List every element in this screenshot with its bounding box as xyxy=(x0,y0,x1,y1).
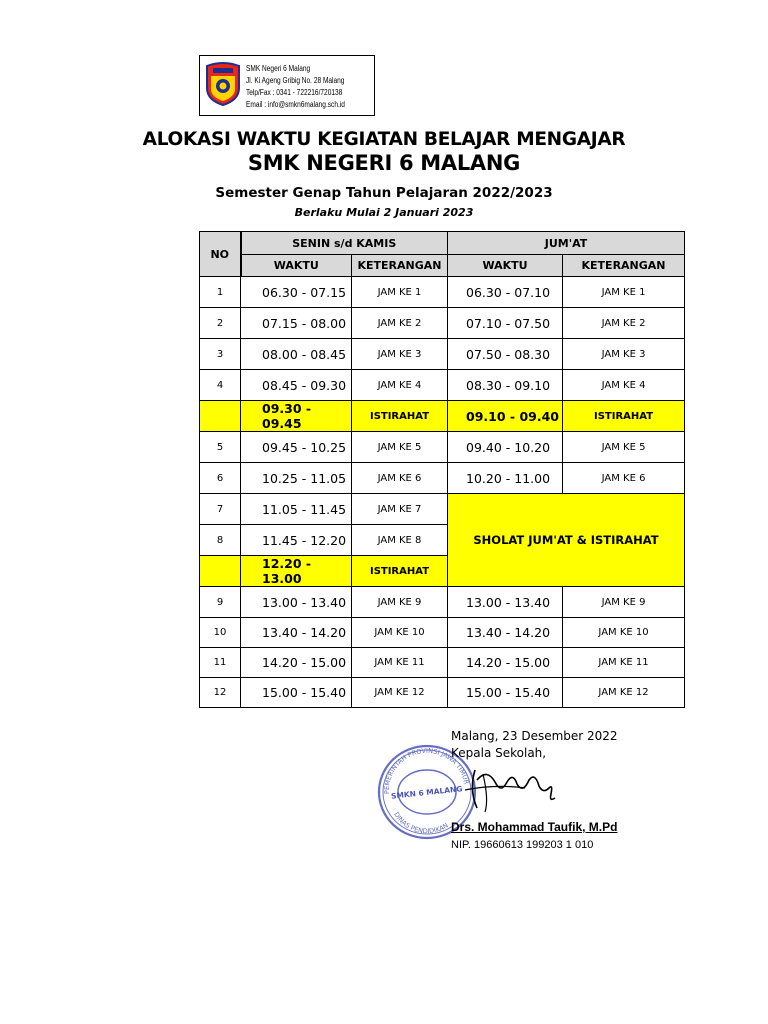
keterangan-fri: JAM KE 2 xyxy=(563,308,685,339)
row-no: 6 xyxy=(200,463,241,494)
waktu-mon-thu: 10.25 - 11.05 xyxy=(241,463,352,494)
waktu-fri: 10.20 - 11.00 xyxy=(448,463,563,494)
keterangan-fri: JAM KE 1 xyxy=(563,277,685,308)
school-title: SMK NEGERI 6 MALANG xyxy=(247,151,521,175)
table-row xyxy=(200,648,685,678)
keterangan-mon-thu: JAM KE 4 xyxy=(352,370,448,401)
row-no: 3 xyxy=(200,339,241,370)
school-logo-icon xyxy=(205,62,241,106)
keterangan-fri: JAM KE 11 xyxy=(563,648,685,678)
row-no: 10 xyxy=(200,618,241,648)
waktu-mon-thu: 07.15 - 08.00 xyxy=(241,308,352,339)
waktu-fri: 13.40 - 14.20 xyxy=(448,618,563,648)
row-no: 1 xyxy=(200,277,241,308)
keterangan-fri: JAM KE 4 xyxy=(563,370,685,401)
letterhead-box xyxy=(199,55,375,116)
row-no: 12 xyxy=(200,678,241,708)
row-no xyxy=(200,401,241,432)
table-row xyxy=(200,678,685,708)
header-keterangan-b: KETERANGAN xyxy=(563,255,685,277)
keterangan-mon-thu: JAM KE 10 xyxy=(352,618,448,648)
keterangan-mon-thu: JAM KE 2 xyxy=(352,308,448,339)
waktu-fri: 07.50 - 08.30 xyxy=(448,339,563,370)
keterangan-fri: JAM KE 10 xyxy=(563,618,685,648)
keterangan-mon-thu: JAM KE 3 xyxy=(352,339,448,370)
table-row xyxy=(200,277,685,308)
header-keterangan-a: KETERANGAN xyxy=(352,255,448,277)
header-senin-kamis: SENIN s/d KAMIS xyxy=(241,232,448,255)
principal-nip: NIP. 19660613 199203 1 010 xyxy=(451,839,594,851)
waktu-fri: 13.00 - 13.40 xyxy=(448,587,563,618)
keterangan-fri: JAM KE 12 xyxy=(563,678,685,708)
keterangan-fri: JAM KE 6 xyxy=(563,463,685,494)
keterangan-mon-thu: JAM KE 5 xyxy=(352,432,448,463)
keterangan-mon-thu: JAM KE 7 xyxy=(352,494,448,525)
keterangan-mon-thu: JAM KE 9 xyxy=(352,587,448,618)
stamp-ring-bottom: DINAS PENDIDIKAN xyxy=(392,810,450,836)
keterangan-mon-thu: JAM KE 1 xyxy=(352,277,448,308)
waktu-fri: 09.10 - 09.40 xyxy=(448,401,563,432)
keterangan-mon-thu: ISTIRAHAT xyxy=(352,556,448,587)
school-address: Jl. Ki Ageng Gribig No. 28 Malang xyxy=(246,76,345,85)
school-email: Email : info@smkn6malang.sch.id xyxy=(246,100,345,109)
friday-prayer-break: SHOLAT JUM'AT & ISTIRAHAT xyxy=(448,494,685,587)
waktu-fri: 06.30 - 07.10 xyxy=(448,277,563,308)
waktu-fri: 09.40 - 10.20 xyxy=(448,432,563,463)
school-name-small: SMK Negeri 6 Malang xyxy=(246,64,311,73)
school-phone: Telp/Fax : 0341 - 722216/720138 xyxy=(246,88,343,97)
row-no: 11 xyxy=(200,648,241,678)
sign-place-date: Malang, 23 Desember 2022 xyxy=(451,729,618,743)
table-row xyxy=(200,308,685,339)
row-no: 2 xyxy=(200,308,241,339)
header-waktu-a: WAKTU xyxy=(241,255,352,277)
break-row xyxy=(200,401,685,432)
effective-date: Berlaku Mulai 2 Januari 2023 xyxy=(294,206,474,219)
waktu-fri: 08.30 - 09.10 xyxy=(448,370,563,401)
waktu-mon-thu: 11.05 - 11.45 xyxy=(241,494,352,525)
waktu-mon-thu: 08.45 - 09.30 xyxy=(241,370,352,401)
waktu-mon-thu: 13.40 - 14.20 xyxy=(241,618,352,648)
document-title: ALOKASI WAKTU KEGIATAN BELAJAR MENGAJAR xyxy=(142,129,626,150)
header-jumat: JUM'AT xyxy=(448,232,685,255)
keterangan-mon-thu: JAM KE 12 xyxy=(352,678,448,708)
keterangan-mon-thu: ISTIRAHAT xyxy=(352,401,448,432)
header-waktu-b: WAKTU xyxy=(448,255,563,277)
keterangan-fri: ISTIRAHAT xyxy=(563,401,685,432)
row-no: 7 xyxy=(200,494,241,525)
waktu-fri: 14.20 - 15.00 xyxy=(448,648,563,678)
waktu-mon-thu: 09.45 - 10.25 xyxy=(241,432,352,463)
table-row xyxy=(200,432,685,463)
keterangan-mon-thu: JAM KE 8 xyxy=(352,525,448,556)
waktu-fri: 07.10 - 07.50 xyxy=(448,308,563,339)
waktu-mon-thu: 11.45 - 12.20 xyxy=(241,525,352,556)
waktu-fri: 15.00 - 15.40 xyxy=(448,678,563,708)
semester-subtitle: Semester Genap Tahun Pelajaran 2022/2023 xyxy=(215,185,553,201)
keterangan-fri: JAM KE 5 xyxy=(563,432,685,463)
row-no: 5 xyxy=(200,432,241,463)
stamp-ring-top: PEMERINTAH PROVINSI JAWA TIMUR xyxy=(382,746,471,795)
table-row xyxy=(200,339,685,370)
row-no xyxy=(200,556,241,587)
waktu-mon-thu: 12.20 - 13.00 xyxy=(241,556,352,587)
header-no: NO xyxy=(200,232,241,277)
waktu-mon-thu: 14.20 - 15.00 xyxy=(241,648,352,678)
waktu-mon-thu: 09.30 - 09.45 xyxy=(241,401,352,432)
row-no: 8 xyxy=(200,525,241,556)
keterangan-fri: JAM KE 9 xyxy=(563,587,685,618)
handwritten-signature-icon xyxy=(455,760,565,815)
table-row xyxy=(200,463,685,494)
keterangan-mon-thu: JAM KE 11 xyxy=(352,648,448,678)
waktu-mon-thu: 08.00 - 08.45 xyxy=(241,339,352,370)
waktu-mon-thu: 15.00 - 15.40 xyxy=(241,678,352,708)
table-row xyxy=(200,587,685,618)
keterangan-mon-thu: JAM KE 6 xyxy=(352,463,448,494)
stamp-center-text: SMKN 6 MALANG xyxy=(390,784,463,801)
table-row xyxy=(200,618,685,648)
row-no: 4 xyxy=(200,370,241,401)
schedule-table xyxy=(199,231,685,708)
keterangan-fri: JAM KE 3 xyxy=(563,339,685,370)
table-row xyxy=(200,370,685,401)
sign-role: Kepala Sekolah, xyxy=(451,746,547,760)
row-no: 9 xyxy=(200,587,241,618)
waktu-mon-thu: 06.30 - 07.15 xyxy=(241,277,352,308)
waktu-mon-thu: 13.00 - 13.40 xyxy=(241,587,352,618)
table-row xyxy=(200,494,685,525)
principal-name: Drs. Mohammad Taufik, M.Pd xyxy=(451,820,618,834)
